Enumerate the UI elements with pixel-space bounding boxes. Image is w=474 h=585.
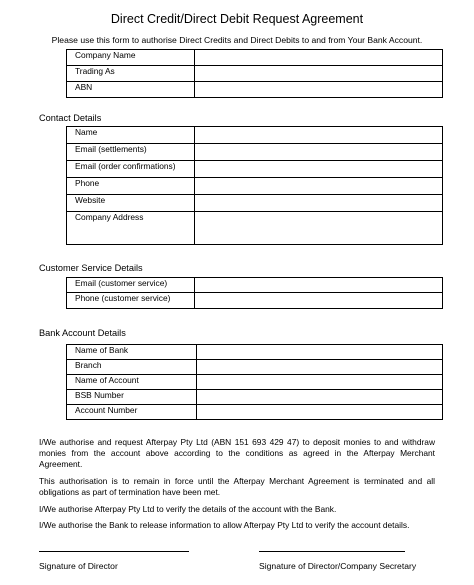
authorisation-paragraph-2: This authorisation is to remain in force until the Afterpay Merchant Agreement is terminated and all obligations as part of termination have been met. (39, 476, 435, 498)
contact-name-field[interactable] (195, 127, 443, 144)
table-row (67, 66, 443, 82)
company-address-field[interactable] (195, 212, 443, 245)
bsb-label: BSB Number (67, 390, 197, 405)
cs-email-field[interactable] (195, 278, 443, 293)
authorisation-paragraph-4: I/We authorise the Bank to release information to allow Afterpay Pty Ltd to verify the account details. (39, 520, 410, 530)
account-name-field[interactable] (197, 375, 443, 390)
table-row (67, 360, 443, 375)
table-row (67, 144, 443, 161)
phone-label: Phone (67, 178, 195, 195)
contact-heading: Contact Details (39, 113, 102, 123)
cs-email-label: Email (customer service) (67, 278, 195, 293)
account-number-label: Account Number (67, 405, 197, 420)
table-row (67, 195, 443, 212)
website-label: Website (67, 195, 195, 212)
authorisation-paragraph-3: I/We authorise Afterpay Pty Ltd to verify the details of the account with the Bank. (39, 504, 337, 514)
website-field[interactable] (195, 195, 443, 212)
table-row (67, 345, 443, 360)
table-row (67, 50, 443, 66)
table-row (67, 278, 443, 293)
abn-field[interactable] (195, 82, 443, 98)
trading-as-label: Trading As (67, 66, 195, 82)
table-row (67, 405, 443, 420)
cs-phone-label: Phone (customer service) (67, 293, 195, 309)
table-row (67, 178, 443, 195)
table-row (67, 293, 443, 309)
secretary-signature-line[interactable] (259, 551, 405, 552)
customer-service-table (66, 277, 443, 309)
company-name-field[interactable] (195, 50, 443, 66)
account-name-label: Name of Account (67, 375, 197, 390)
bank-name-label: Name of Bank (67, 345, 197, 360)
company-address-label: Company Address (67, 212, 195, 245)
company-name-label: Company Name (67, 50, 195, 66)
secretary-signature-label: Signature of Director/Company Secretary (259, 561, 417, 571)
bank-heading: Bank Account Details (39, 328, 126, 338)
page-title: Direct Credit/Direct Debit Request Agreement (110, 12, 364, 26)
table-row (67, 212, 443, 245)
abn-label: ABN (67, 82, 195, 98)
director-signature-line[interactable] (39, 551, 189, 552)
phone-field[interactable] (195, 178, 443, 195)
account-number-field[interactable] (197, 405, 443, 420)
bank-name-field[interactable] (197, 345, 443, 360)
table-row (67, 127, 443, 144)
email-settlements-field[interactable] (195, 144, 443, 161)
cs-phone-field[interactable] (195, 293, 443, 309)
branch-field[interactable] (197, 360, 443, 375)
page-subtitle: Please use this form to authorise Direct Credits and Direct Debits to and from Your Bank Account. (51, 35, 423, 45)
bank-table (66, 344, 443, 420)
table-row (67, 390, 443, 405)
table-row (67, 375, 443, 390)
company-table (66, 49, 443, 98)
email-orders-label: Email (order confirmations) (67, 161, 195, 178)
email-orders-field[interactable] (195, 161, 443, 178)
table-row (67, 82, 443, 98)
contact-table (66, 126, 443, 245)
customer-service-heading: Customer Service Details (39, 263, 143, 273)
bsb-field[interactable] (197, 390, 443, 405)
authorisation-paragraph-1: I/We authorise and request Afterpay Pty Ltd (ABN 151 693 429 47) to deposit monies to and withdraw monies from the account above according to the conditions as agreed in the Afterpay Merchant Agreement. (39, 437, 435, 470)
director-signature-label: Signature of Director (39, 561, 118, 571)
email-settlements-label: Email (settlements) (67, 144, 195, 161)
trading-as-field[interactable] (195, 66, 443, 82)
branch-label: Branch (67, 360, 197, 375)
table-row (67, 161, 443, 178)
contact-name-label: Name (67, 127, 195, 144)
